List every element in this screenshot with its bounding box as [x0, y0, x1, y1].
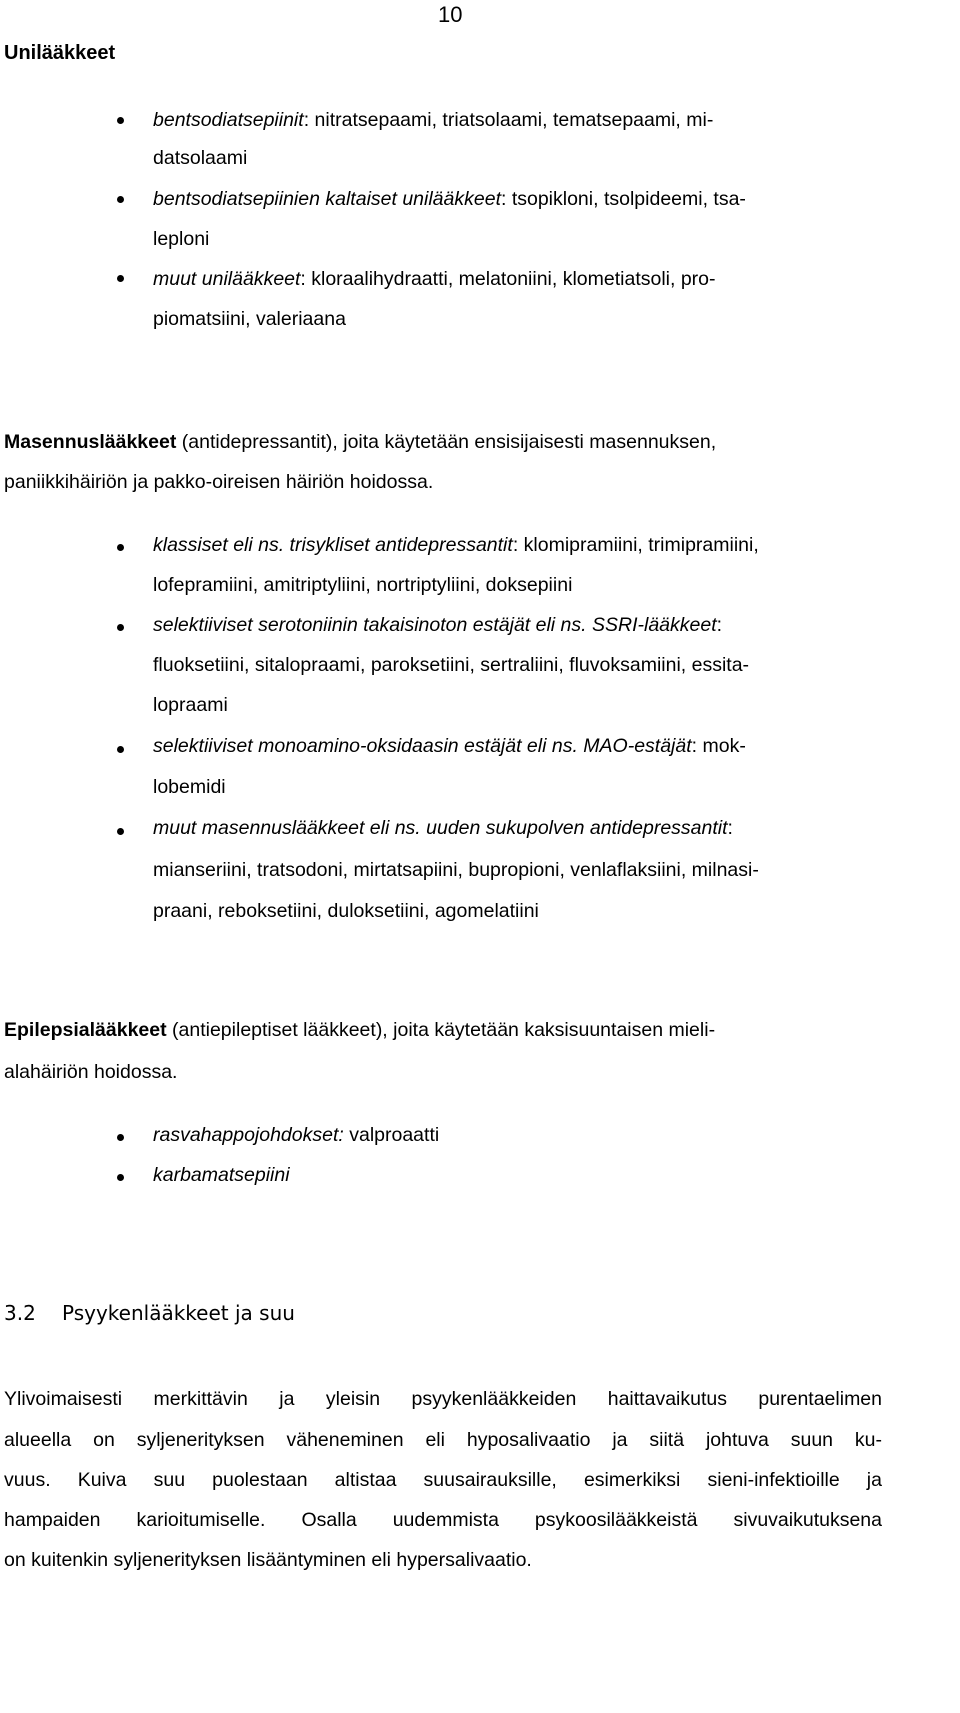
text-segment: (antiepileptiset lääkkeet), joita käytetään kaksisuuntaisen mieli- [166, 1019, 716, 1041]
list-item-line [153, 732, 746, 760]
bullet-dot [117, 275, 124, 282]
bullet-dot [117, 544, 124, 551]
text-segment: praani, reboksetiini, duloksetiini, agomelatiini [153, 900, 539, 922]
bullet-dot [117, 1134, 124, 1141]
text-segment: : kloraalihydraatti, melatoniini, klometiatsoli, pro- [300, 268, 716, 290]
text-segment: lofepramiini, amitriptyliini, nortriptyliini, doksepiini [153, 574, 573, 596]
text-segment: (antidepressantit), joita käytetään ensisijaisesti masennuksen, [176, 431, 717, 453]
list-item-line [153, 856, 759, 884]
italic-term: rasvahappojohdokset: [153, 1124, 344, 1146]
italic-term: klassiset eli ns. trisykliset antidepressantit [153, 534, 513, 556]
list-item-line [153, 144, 247, 172]
italic-term: bentsodiatsepiinien kaltaiset unilääkkeet [153, 188, 501, 210]
list-item-line [153, 106, 713, 134]
section-number: 3.2 [4, 1301, 36, 1325]
text-segment: : mok- [691, 735, 746, 757]
text-segment: lopraami [153, 694, 228, 716]
list-item-line [153, 531, 759, 559]
bold-term: Masennuslääkkeet [4, 431, 177, 453]
italic-term: bentsodiatsepiinit [153, 109, 304, 131]
text-segment: datsolaami [153, 147, 248, 169]
masennus-intro-line [4, 468, 433, 496]
paragraph-line: alueella on syljenerityksen väheneminen eli hyposalivaatio ja siitä johtuva suun ku- [4, 1429, 882, 1451]
list-item-line [153, 611, 722, 639]
text-segment: : klomipramiini, trimipramiini, [512, 534, 759, 556]
italic-term: selektiiviset serotoniinin takaisinoton estäjät eli ns. SSRI-lääkkeet [153, 614, 717, 636]
bullet-dot [117, 624, 124, 631]
list-item-line [153, 897, 539, 925]
list-item-line [153, 225, 209, 253]
italic-term: muut unilääkkeet [153, 268, 301, 290]
masennus-intro-line [4, 428, 716, 456]
bold-term: Epilepsialääkkeet [4, 1019, 167, 1041]
bullet-dot [117, 196, 124, 203]
list-item-line [153, 305, 346, 333]
bullet-dot [117, 117, 124, 124]
paragraph-line: Ylivoimaisesti merkittävin ja yleisin psyykenlääkkeiden haittavaikutus purentaelimen [4, 1388, 882, 1410]
text-segment: : [716, 614, 723, 636]
text-segment: piomatsiini, valeriaana [153, 308, 346, 330]
heading-unilaakkeet: Unilääkkeet [4, 42, 116, 64]
text-segment: mianseriini, tratsodoni, mirtatsapiini, bupropioni, venlaflaksiini, milnasi- [153, 859, 759, 881]
paragraph-line: vuus. Kuiva suu puolestaan altistaa suusairauksille, esimerkiksi sieni-infektioille ja [4, 1469, 882, 1491]
text-segment: : [727, 817, 733, 839]
list-item-line [153, 691, 228, 719]
list-item-line [153, 1121, 439, 1149]
epilepsia-intro-line [4, 1058, 177, 1086]
list-item-line [153, 773, 226, 801]
text-segment: lobemidi [153, 776, 226, 798]
text-segment: paniikkihäiriön ja pakko-oireisen häiriön hoidossa. [4, 471, 434, 493]
list-item-line [153, 814, 733, 842]
paragraph-line: on kuitenkin syljenerityksen lisääntyminen eli hypersalivaatio. [4, 1549, 532, 1571]
list-item-line [153, 1161, 290, 1189]
list-item-line [153, 571, 572, 599]
bullet-dot [117, 828, 124, 835]
text-segment: : nitratsepaami, triatsolaami, tematsepaami, mi- [303, 109, 714, 131]
italic-term: selektiiviset monoamino-oksidaasin estäjät eli ns. MAO-estäjät [153, 735, 692, 757]
section-title: Psyykenlääkkeet ja suu [62, 1301, 295, 1325]
text-segment: alahäiriön hoidossa. [4, 1061, 178, 1083]
list-item-line [153, 185, 746, 213]
italic-term: muut masennuslääkkeet eli ns. uuden sukupolven antidepressantit [153, 817, 728, 839]
epilepsia-intro-line [4, 1016, 715, 1044]
page-number: 10 [438, 2, 463, 27]
text-segment: valproaatti [343, 1124, 440, 1146]
bullet-dot [117, 1174, 124, 1181]
list-item-line [153, 265, 716, 293]
bullet-dot [117, 746, 124, 753]
list-item-line [153, 651, 749, 679]
text-segment: fluoksetiini, sitalopraami, paroksetiini, sertraliini, fluvoksamiini, essita- [153, 654, 750, 676]
paragraph-line: hampaiden karioitumiselle. Osalla uudemmista psykoosilääkkeistä sivuvaikutuksena [4, 1509, 882, 1531]
text-segment: leploni [153, 228, 210, 250]
text-segment: : tsopikloni, tsolpideemi, tsa- [500, 188, 746, 210]
italic-term: karbamatsepiini [153, 1164, 290, 1186]
